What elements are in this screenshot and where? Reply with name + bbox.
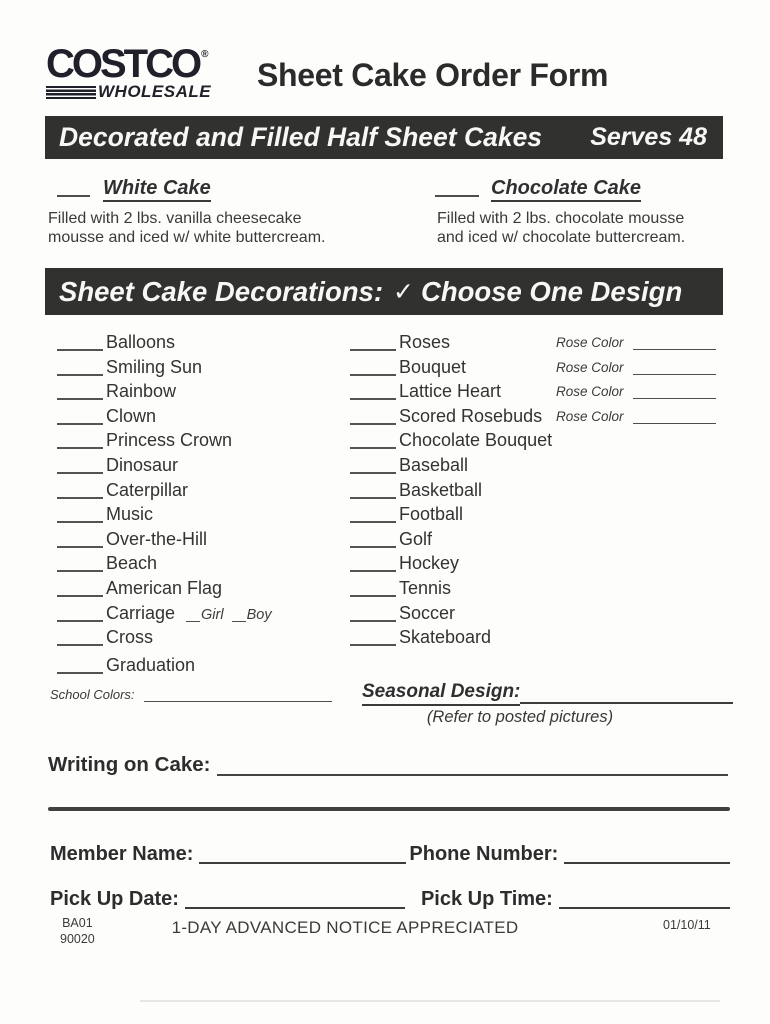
rose-color-label: Rose Color: [556, 335, 624, 350]
school-colors-label: School Colors:: [50, 687, 135, 702]
decoration-row: [57, 504, 350, 529]
registered-trademark-icon: ®: [201, 49, 209, 60]
decoration-label: Carriage: [106, 602, 176, 623]
decoration-select-line[interactable]: [350, 620, 396, 622]
decoration-label: Golf: [399, 528, 433, 549]
decoration-label: Chocolate Bouquet: [399, 430, 553, 451]
rose-color-field: [556, 335, 716, 350]
seasonal-design-note: (Refer to posted pictures): [426, 708, 614, 726]
decoration-label: Soccer: [399, 602, 456, 623]
pickup-time-label: Pick Up Time:: [420, 888, 553, 910]
decoration-row: [350, 332, 723, 357]
phone-number-label: Phone Number:: [409, 843, 559, 865]
pickup-date-input-line[interactable]: [185, 907, 405, 909]
decoration-label: Graduation: [106, 654, 196, 675]
rose-color-label: Rose Color: [556, 384, 624, 400]
cake-type-section: [48, 177, 728, 247]
writing-on-cake-label: Writing on Cake:: [48, 753, 211, 776]
chocolate-cake-select-line[interactable]: [435, 195, 479, 197]
costco-logo-wordmark: [46, 44, 211, 84]
decoration-select-line[interactable]: [350, 546, 396, 548]
chocolate-cake-description: [437, 209, 728, 247]
decoration-label: Smiling Sun: [106, 356, 203, 377]
decoration-row: [350, 480, 723, 505]
decoration-select-line[interactable]: [350, 497, 396, 499]
rose-color-input-line[interactable]: [633, 398, 716, 399]
half-sheet-banner-title: Decorated and Filled Half Sheet Cakes: [59, 122, 543, 152]
decoration-row: [57, 381, 350, 406]
decoration-row: [350, 529, 723, 554]
school-colors-input-line[interactable]: [144, 701, 332, 702]
decoration-row: [57, 529, 350, 554]
decoration-row: [57, 332, 350, 357]
decoration-label: Cross: [106, 627, 154, 648]
carriage-option-select-line[interactable]: [232, 621, 246, 622]
white-cake-desc-line1: Filled with 2 lbs. vanilla cheesecake: [48, 210, 302, 227]
decoration-row: [57, 578, 350, 603]
chocolate-cake-desc-line2: and iced w/ chocolate buttercream.: [437, 229, 686, 246]
white-cake-desc-line2: mousse and iced w/ white buttercream.: [48, 229, 326, 246]
decoration-label: Basketball: [399, 479, 483, 500]
chocolate-cake-desc-line1: Filled with 2 lbs. chocolate mousse: [437, 210, 685, 227]
decoration-select-line[interactable]: [57, 644, 103, 646]
decoration-row: [350, 357, 723, 382]
serves-count-label: Serves 48: [590, 123, 707, 151]
form-code-line2: 90020: [60, 932, 95, 947]
decoration-label: Bouquet: [399, 356, 467, 377]
decoration-row: [350, 553, 723, 578]
decoration-label: Princess Crown: [106, 430, 233, 451]
decoration-label: Football: [399, 504, 464, 525]
decoration-label: Tennis: [399, 577, 452, 598]
seasonal-design-input-line[interactable]: [520, 702, 733, 704]
chocolate-cake-heading: Chocolate Cake: [491, 177, 641, 202]
decoration-select-line[interactable]: [57, 374, 103, 376]
rose-color-input-line[interactable]: [633, 374, 716, 375]
decoration-row: [57, 603, 350, 628]
decoration-label: Skateboard: [399, 627, 492, 648]
rose-color-field: [556, 409, 716, 424]
form-code-line1: BA01: [62, 916, 93, 930]
form-code: [60, 915, 95, 948]
decoration-row: [57, 480, 350, 505]
revision-date: 01/10/11: [663, 918, 711, 932]
advance-notice-text: 1-DAY ADVANCED NOTICE APPRECIATED: [171, 918, 519, 937]
decoration-row: [57, 553, 350, 578]
decoration-row: [57, 430, 350, 455]
decoration-label: American Flag: [106, 577, 223, 598]
decoration-select-line[interactable]: [350, 570, 396, 572]
decoration-label: Beach: [106, 553, 158, 574]
carriage-option-label: Boy: [246, 606, 272, 623]
decoration-label: Music: [106, 504, 154, 525]
check-icon: ✓: [393, 277, 414, 306]
phone-number-input-line[interactable]: [564, 862, 730, 864]
carriage-option-select-line[interactable]: [186, 621, 200, 622]
decorations-list: [57, 332, 723, 679]
rose-color-field: [556, 360, 716, 375]
member-name-label: Member Name:: [50, 843, 194, 865]
white-cake-option: [48, 177, 435, 247]
decoration-label: Scored Rosebuds: [399, 405, 543, 426]
decoration-select-line[interactable]: [57, 546, 103, 548]
section-divider-rule: [48, 807, 730, 811]
white-cake-heading: White Cake: [103, 177, 211, 202]
decoration-select-line[interactable]: [57, 570, 103, 572]
seasonal-design-row: [362, 681, 733, 706]
rose-color-label: Rose Color: [556, 359, 624, 375]
costco-logo-subtext: WHOLESALE: [98, 82, 212, 101]
carriage-gender-options: [186, 607, 280, 623]
decoration-select-line[interactable]: [57, 497, 103, 499]
decoration-row: [350, 504, 723, 529]
carriage-option-label: Girl: [201, 606, 224, 623]
decoration-row: [350, 455, 723, 480]
decoration-label: Over-the-Hill: [106, 528, 208, 549]
decoration-label: Baseball: [399, 454, 469, 475]
decoration-select-line[interactable]: [350, 521, 396, 523]
writing-on-cake-row: [48, 753, 728, 777]
page-title: Sheet Cake Order Form: [257, 57, 609, 93]
white-cake-description: [48, 209, 435, 247]
decoration-select-line[interactable]: [350, 398, 396, 400]
decoration-row: [350, 381, 723, 406]
decoration-row: [57, 655, 350, 680]
school-colors-row: [50, 687, 332, 702]
writing-on-cake-input-line[interactable]: [217, 774, 729, 776]
decoration-select-line[interactable]: [350, 374, 396, 376]
decoration-row: [350, 603, 723, 628]
decoration-label: Clown: [106, 405, 157, 426]
rose-color-input-line[interactable]: [633, 349, 716, 350]
decorations-banner-subtitle: Choose One Design: [420, 275, 683, 307]
half-sheet-cakes-banner: [45, 116, 723, 159]
decorations-left-column: [57, 332, 350, 679]
costco-logo-text: COSTCO: [46, 42, 200, 86]
decoration-label: Balloons: [106, 332, 176, 352]
decoration-select-line[interactable]: [57, 349, 103, 351]
decoration-select-line[interactable]: [57, 672, 103, 674]
member-phone-row: [50, 843, 730, 866]
seasonal-design-label: Seasonal Design:: [362, 681, 520, 706]
decoration-row: [57, 357, 350, 382]
decoration-row: [57, 406, 350, 431]
decoration-label: Hockey: [399, 553, 460, 574]
decoration-row: [57, 627, 350, 652]
decoration-select-line[interactable]: [350, 595, 396, 597]
decorations-banner-title: Sheet Cake Decorations:: [59, 275, 383, 307]
decoration-select-line[interactable]: [350, 447, 396, 449]
decoration-select-line[interactable]: [350, 423, 396, 425]
rose-color-input-line[interactable]: [633, 423, 716, 424]
decoration-label: Rainbow: [106, 381, 177, 402]
decoration-label: Caterpillar: [106, 479, 189, 500]
pickup-date-label: Pick Up Date:: [50, 888, 179, 910]
chocolate-cake-option: [435, 177, 728, 247]
rose-color-field: [556, 384, 716, 399]
scan-artifact-line: [140, 1000, 720, 1002]
logo-stripes-icon: [46, 86, 96, 99]
decoration-select-line[interactable]: [350, 349, 396, 351]
decoration-row: [57, 455, 350, 480]
rose-color-label: Rose Color: [556, 408, 624, 424]
decoration-select-line[interactable]: [57, 423, 103, 425]
decoration-label: Dinosaur: [106, 454, 179, 475]
pickup-time-input-line[interactable]: [559, 907, 730, 909]
decoration-row: [350, 406, 723, 431]
decoration-select-line[interactable]: [57, 620, 103, 622]
decoration-select-line[interactable]: [57, 595, 103, 597]
costco-logo: [46, 44, 211, 102]
decorations-right-column: [350, 332, 723, 679]
decorations-banner: [45, 268, 723, 315]
decoration-label: Lattice Heart: [399, 381, 502, 402]
decoration-row: [350, 430, 723, 455]
member-name-input-line[interactable]: [199, 862, 406, 864]
decoration-select-line[interactable]: [350, 644, 396, 646]
decoration-label: Roses: [399, 332, 451, 352]
decoration-select-line[interactable]: [350, 472, 396, 474]
decoration-row: [350, 627, 723, 652]
decoration-select-line[interactable]: [57, 398, 103, 400]
decoration-select-line[interactable]: [57, 447, 103, 449]
decoration-row: [350, 578, 723, 603]
decoration-select-line[interactable]: [57, 521, 103, 523]
pickup-row: [50, 888, 730, 911]
decoration-select-line[interactable]: [57, 472, 103, 474]
white-cake-select-line[interactable]: [57, 195, 90, 197]
